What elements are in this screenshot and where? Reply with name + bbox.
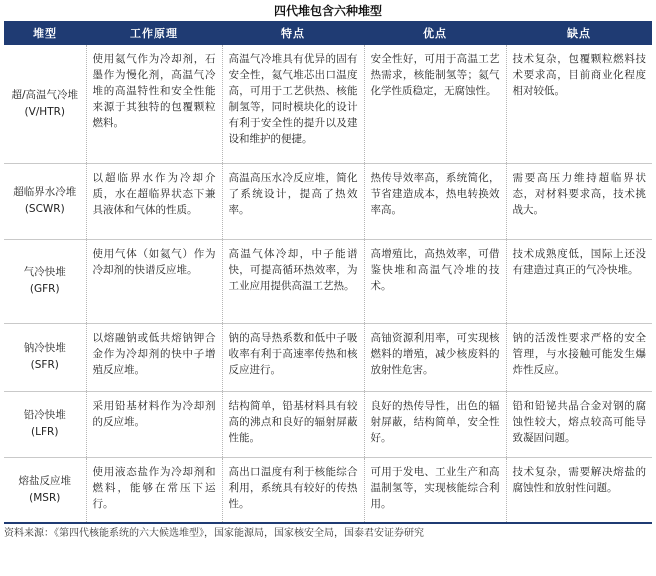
table-title: 四代堆包含六种堆型 (273, 4, 382, 18)
header-principle: 工作原理 (86, 21, 222, 45)
header-disadvantages: 缺点 (506, 21, 652, 45)
reactor-type-name: 熔盐反应堆 (18, 474, 71, 487)
reactor-type-code: (LFR) (31, 426, 59, 438)
reactor-type-code: (SFR) (30, 359, 59, 371)
features-cell: 高温气体冷却，中子能谱快，可提高循环热效率，为工业应用提供高温工艺热。 (222, 239, 364, 323)
header-type: 堆型 (4, 21, 86, 45)
principle-cell: 以超临界水作为冷却介质，水在超临界状态下兼具液体和气体的性质。 (86, 163, 222, 239)
advantages-cell: 热传导效率高，系统简化，节省建造成本，热电转换效率高。 (364, 163, 506, 239)
table-row (4, 323, 652, 391)
reactor-type-name: 钠冷快堆 (23, 342, 66, 354)
reactor-type-name: 铅冷快堆 (23, 409, 66, 421)
principle-cell: 使用气体（如氦气）作为冷却剂的快谱反应堆。 (86, 239, 222, 323)
table-row (4, 163, 652, 239)
reactor-type-code: (V/HTR) (24, 105, 66, 118)
features-cell: 钠的高导热系数和低中子吸收率有利于高速率传热和核反应进行。 (222, 323, 364, 391)
reactor-type-cell (4, 163, 86, 239)
header-row (4, 21, 652, 45)
reactor-type-cell (4, 239, 86, 323)
header-advantages: 优点 (364, 21, 506, 45)
reactor-type-code: (SCWR) (24, 203, 65, 215)
disadvantages-cell: 铅和铅铋共晶合金对钢的腐蚀性较大，熔点较高可能导致凝固问题。 (506, 391, 652, 457)
table-row (4, 457, 652, 523)
reactor-type-code: (MSR) (29, 491, 61, 504)
principle-cell: 采用铅基材料作为冷却剂的反应堆。 (86, 391, 222, 457)
table-row (4, 45, 652, 163)
disadvantages-cell: 需要高压力维持超临界状态，对材料要求高，技术挑战大。 (506, 163, 652, 239)
advantages-cell: 良好的热传导性，出色的辐射屏蔽，结构简单，安全性好。 (364, 391, 506, 457)
page (0, 1, 656, 576)
features-cell: 结构简单，铅基材料具有较高的沸点和良好的辐射屏蔽性能。 (222, 391, 364, 457)
reactor-type-cell (4, 391, 86, 457)
advantages-cell: 可用于发电、工业生产和高温制氢等，实现核能综合利用。 (364, 457, 506, 523)
disadvantages-cell: 技术复杂，需要解决熔盐的腐蚀性和放射性问题。 (506, 457, 652, 523)
table-row (4, 391, 652, 457)
reactor-type-name: 气冷快堆 (23, 266, 66, 278)
reactor-type-cell (4, 323, 86, 391)
table-header (4, 21, 652, 45)
features-cell: 高出口温度有利于核能综合利用，系统具有较好的传热性。 (222, 457, 364, 523)
disadvantages-cell: 技术复杂，包覆颗粒燃料技术要求高，目前商业化程度相对较低。 (506, 45, 652, 163)
reactor-type-code: (GFR) (29, 283, 60, 295)
table-row (4, 239, 652, 323)
features-cell: 高温高压水冷反应堆，简化了系统设计，提高了热效率。 (222, 163, 364, 239)
principle-cell: 使用液态盐作为冷却剂和燃料，能够在常压下运行。 (86, 457, 222, 523)
advantages-cell: 高铀资源利用率，可实现核燃料的增殖，减少核废料的放射性危害。 (364, 323, 506, 391)
reactor-type-cell (4, 45, 86, 163)
reactor-type-name: 超临界水冷堆 (13, 186, 77, 198)
advantages-cell: 安全性好，可用于高温工艺热需求，核能制氢等；氦气化学性质稳定，无腐蚀性。 (364, 45, 506, 163)
principle-cell: 使用氦气作为冷却剂，石墨作为慢化剂，高温气冷堆的高温特性和安全性能来源于其独特的包覆颗粒燃料。 (86, 45, 222, 163)
disadvantages-cell: 技术成熟度低，国际上还没有建造过真正的气冷快堆。 (506, 239, 652, 323)
disadvantages-cell: 钠的活泼性要求严格的安全管理，与水接触可能发生爆炸性反应。 (506, 323, 652, 391)
source-note: 资料来源：《第四代核能系统的六大候选堆型》，国家能源局，国家核安全局，国泰君安证券研究 (4, 528, 424, 539)
reactor-types-table (4, 21, 652, 524)
advantages-cell: 高增殖比，高热效率，可借鉴快堆和高温气冷堆的技术。 (364, 239, 506, 323)
reactor-type-cell (4, 457, 86, 523)
reactor-type-name: 超/高温气冷堆 (11, 88, 79, 101)
header-features: 特点 (222, 21, 364, 45)
table-body (4, 45, 652, 523)
principle-cell: 以熔融钠或低共熔钠钾合金作为冷却剂的快中子增殖反应堆。 (86, 323, 222, 391)
features-cell: 高温气冷堆具有优异的固有安全性，氦气堆芯出口温度高，可用于工艺供热、核能制氢等，同时模块化的设计有利于安全性的提升以及建设和维护的便捷。 (222, 45, 364, 163)
